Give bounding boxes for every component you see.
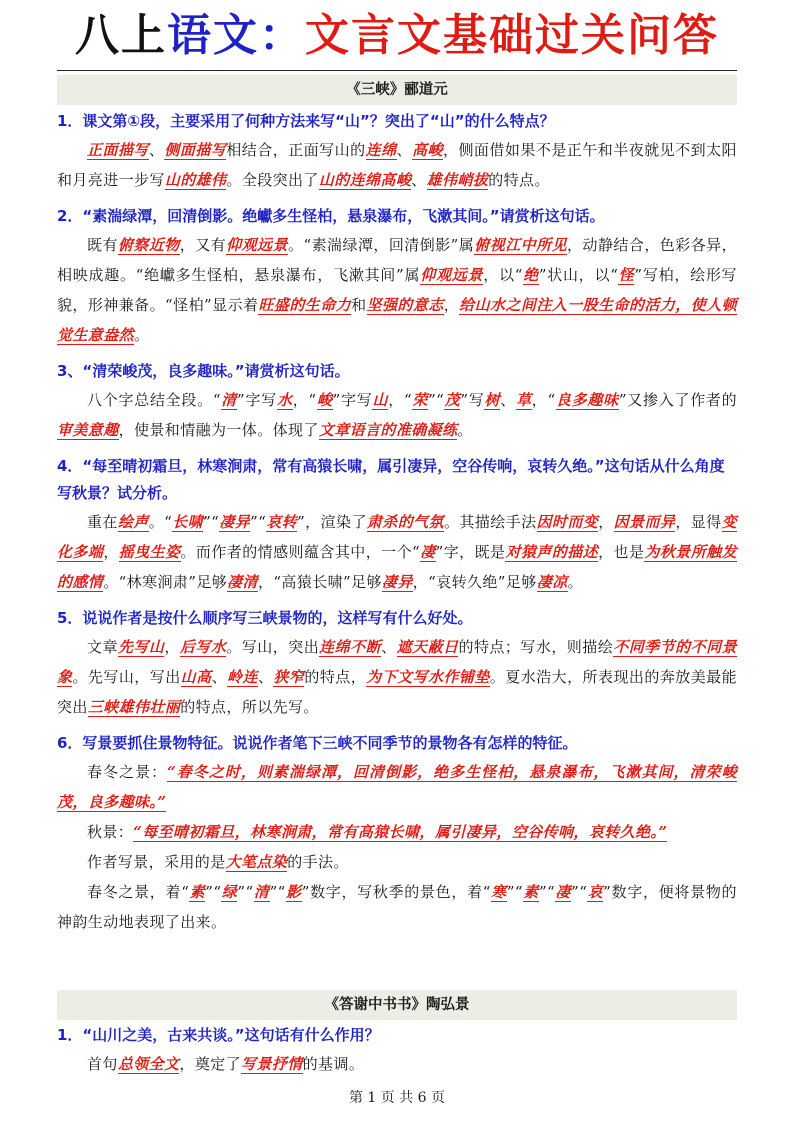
- answer-text: ，显得: [675, 513, 722, 531]
- key-point: 草: [515, 391, 532, 409]
- title-divider: [57, 70, 737, 71]
- answer-text: ”数字，便将景物的神韵生动地表现了出来。: [57, 883, 737, 931]
- answer-text: ，又有: [179, 236, 227, 254]
- answer-text: ”数字，写秋季的景色，着“: [301, 883, 491, 901]
- answer-text: ，“: [292, 391, 317, 409]
- answer-text: 的特点；写水，则描绘: [458, 638, 614, 656]
- section-bar-daxie: 《答谢中书书》陶弘景: [57, 990, 737, 1020]
- key-point: 坚强的意志: [366, 296, 444, 314]
- answer-text: ，以“: [483, 266, 523, 284]
- question-5: 5．说说作者是按什么顺序写三峡景物的，这样写有什么好处。: [57, 609, 473, 627]
- answer-text: 、: [500, 391, 516, 409]
- key-point: 狭窄: [273, 668, 305, 686]
- key-point: 树: [484, 391, 501, 409]
- key-point: “春冬之时，则素湍绿潭，回清倒影，绝多生怪柏，悬泉瀑布，飞漱其间，清荣峻茂，良多趣味。”: [57, 763, 737, 811]
- key-point: 先写山: [117, 638, 165, 656]
- key-point: 绿: [221, 883, 238, 901]
- key-point: 素: [522, 883, 539, 901]
- key-point: 后写水: [179, 638, 227, 656]
- answer-text: 。“: [148, 513, 173, 531]
- answer-text: ，“哀转久绝”足够: [412, 573, 537, 591]
- answer-text: ”“: [428, 391, 445, 409]
- key-point: 岭连: [227, 668, 258, 686]
- answer-text: ”“: [203, 513, 220, 531]
- document-title: [0, 8, 794, 64]
- key-point: 凄: [420, 543, 436, 561]
- answer-text: 。: [134, 326, 150, 344]
- key-point: 荣: [412, 391, 429, 409]
- answer-text: 的特点，所以先写。: [180, 698, 319, 716]
- answer-text: 。: [457, 421, 473, 439]
- answer-text: 重在: [87, 513, 118, 531]
- key-point: 素: [189, 883, 206, 901]
- key-point: 连绵: [365, 141, 397, 159]
- answer-text: 。全段突出了: [226, 171, 319, 189]
- answer-text: 。夏水浩大，所表现出的奔放美最能突出: [57, 668, 738, 716]
- title-black: 八上: [75, 10, 167, 61]
- answer-paragraph: [57, 385, 737, 445]
- question-2: 2．“素湍绿潭，回清倒影。绝巘多生怪柏，悬泉瀑布，飞漱其间。”请赏析这句话。: [57, 207, 605, 225]
- answer-text: 文章: [87, 638, 118, 656]
- answer-text: 首句: [87, 1055, 118, 1073]
- key-point: 山的雄伟: [164, 171, 227, 189]
- answer-text: ，使景和情融为一体。体现了: [118, 421, 319, 439]
- answer-text: 八个字总结全段。“: [87, 391, 221, 409]
- answer-text: 春冬之景，着“: [87, 883, 190, 901]
- answer-text: ，: [443, 296, 460, 314]
- answer-text: ”“: [538, 883, 556, 901]
- answer-text: ”“: [237, 883, 254, 901]
- answer-text: 。而作者的情感则蕴含其中，一个“: [180, 543, 421, 561]
- question-6: 6．写景要抓住景物特征。说说作者笔下三峡不同季节的景物各有怎样的特征。: [57, 734, 578, 752]
- answer-text: ”“: [506, 883, 523, 901]
- key-point: 影: [285, 883, 302, 901]
- question-1: 1．课文第①段，主要采用了何种方法来写“山”？突出了“山”的什么特点？: [57, 112, 555, 130]
- answer-text: ”“: [250, 513, 267, 531]
- answer-text: 、: [211, 668, 228, 686]
- key-point: 茂: [444, 391, 461, 409]
- answer-text: 、: [381, 638, 397, 656]
- key-point: 绘声: [117, 513, 149, 531]
- key-point: 山高: [180, 668, 212, 686]
- key-point: “每至晴初霜旦，林寒涧肃，常有高猿长啸，属引凄异，空谷传响，哀转久绝。”: [133, 823, 668, 841]
- answer-text: ，“高猿长啸”足够: [257, 573, 382, 591]
- answer-text: 。“素湍绿潭，回清倒影”属: [287, 236, 475, 254]
- key-point: 文章语言的准确凝练: [318, 421, 458, 439]
- key-point: 仰观远景: [226, 236, 288, 254]
- key-point: 山的连绵高峻: [318, 171, 412, 189]
- answer-text: ”“: [269, 883, 286, 901]
- key-point: 水: [276, 391, 293, 409]
- answer-text: ，侧面借如果不是正午和半夜就见不到太阳和月亮进一步写: [57, 141, 737, 189]
- key-point: 山: [372, 391, 389, 409]
- key-point: 正面描写: [87, 141, 149, 159]
- answer-text: ”“: [205, 883, 222, 901]
- qa-content: [57, 108, 737, 937]
- title-blue: 语文：: [167, 10, 305, 61]
- key-point: 凄清: [227, 573, 258, 591]
- key-point: 俯察近物: [117, 236, 180, 254]
- key-point: 哀转: [266, 513, 298, 531]
- key-point: 因景而异: [613, 513, 676, 531]
- key-point: 大笔点染: [225, 853, 288, 871]
- answer-text: 、: [257, 668, 274, 686]
- key-point: 绝: [522, 266, 539, 284]
- answer-paragraph: [57, 230, 737, 350]
- key-point: 长啸: [172, 513, 204, 531]
- answer-text: ”字写: [332, 391, 373, 409]
- answer-text: ，: [598, 513, 614, 531]
- answer-text: 作者写景，采用的是: [87, 853, 226, 871]
- key-point: 清: [253, 883, 270, 901]
- key-point: 凄: [555, 883, 572, 901]
- key-point: 连绵不断: [319, 638, 382, 656]
- answer-text: ，“: [388, 391, 413, 409]
- answer-text: 的手法。: [287, 853, 349, 871]
- answer-paragraph: [57, 847, 737, 877]
- answer-text: ”写: [460, 391, 485, 409]
- answer-text: ，“: [531, 391, 556, 409]
- key-point: 为秋景所触发的感情: [57, 543, 737, 591]
- answer-text: ”状山，以“: [538, 266, 619, 284]
- question-1: 1．“山川之美，古来共谈。”这句话有什么作用？: [57, 1026, 380, 1044]
- key-point: 给山水之间注入一股生命的活力，使人顿觉生意盎然: [57, 296, 737, 344]
- key-point: 侧面描写: [164, 141, 227, 159]
- answer-text: 。: [567, 573, 583, 591]
- key-point: 凄异: [219, 513, 251, 531]
- answer-text: 秋景：: [87, 823, 134, 841]
- key-point: 俯视江中所见: [474, 236, 568, 254]
- answer-text: ”写柏，绘形写貌，形神兼备。“怪柏”显示着: [57, 266, 737, 314]
- key-point: 哀: [587, 883, 604, 901]
- answer-paragraph: [57, 817, 737, 847]
- key-point: 寒: [490, 883, 507, 901]
- answer-text: 。写山，突出: [226, 638, 320, 656]
- qa-content-2: [57, 1022, 737, 1079]
- key-point: 遮天蔽日: [396, 638, 459, 656]
- question-3: 3、“清荣峻茂，良多趣味。”请赏析这句话。: [57, 362, 350, 380]
- answer-text: ”又掺入了作者的: [618, 391, 738, 409]
- answer-text: 相结合，正面写山的: [226, 141, 366, 159]
- key-point: 写景抒情: [241, 1055, 303, 1073]
- answer-text: ”字，既是: [435, 543, 506, 561]
- answer-text: 春冬之景：: [87, 763, 168, 781]
- key-point: 凄异: [381, 573, 413, 591]
- answer-text: 既有: [87, 236, 118, 254]
- answer-text: ，也是: [598, 543, 645, 561]
- answer-text: ，奠定了: [179, 1055, 242, 1073]
- answer-text: 的特点，: [304, 668, 367, 686]
- answer-paragraph: [57, 757, 737, 817]
- key-point: 仰观远景: [420, 266, 484, 284]
- answer-paragraph: [57, 632, 737, 722]
- key-point: 旺盛的生命力: [258, 296, 352, 314]
- key-point: 审美意趣: [57, 421, 119, 439]
- answer-paragraph: [57, 877, 737, 937]
- answer-text: ，动静结合，色彩各异，相映成趣。“绝巘多生怪柏，悬泉瀑布，飞漱其间”属: [57, 236, 738, 284]
- key-point: 变化多端: [57, 513, 737, 561]
- answer-text: 、: [396, 141, 413, 159]
- answer-text: 的基调。: [302, 1055, 365, 1073]
- key-point: 因时而变: [536, 513, 599, 531]
- answer-text: 和: [351, 296, 367, 314]
- question-4: 4．“每至晴初霜旦，林寒涧肃，常有高猿长啸，属引凄异，空谷传响，哀转久绝。”这句话从什么角度写秋景？试分析。: [57, 457, 725, 502]
- key-point: 峻: [316, 391, 333, 409]
- key-point: 对猿声的描述: [505, 543, 599, 561]
- key-point: 三峡雄伟壮丽: [87, 698, 181, 716]
- key-point: 不同季节的不同景象: [57, 638, 737, 686]
- key-point: 凄凉: [536, 573, 568, 591]
- key-point: 良多趣味: [555, 391, 619, 409]
- answer-text: 、: [411, 171, 427, 189]
- answer-text: 。其描绘手法: [443, 513, 537, 531]
- answer-paragraph: [57, 135, 737, 195]
- key-point: 高峻: [412, 141, 443, 159]
- key-point: 清: [220, 391, 238, 409]
- key-point: 摇曳生姿: [118, 543, 181, 561]
- key-point: 为下文写水作铺垫: [366, 668, 490, 686]
- section-bar-sanxia: 《三峡》郦道元: [57, 75, 737, 105]
- answer-text: 的特点。: [488, 171, 550, 189]
- answer-text: ”，渲染了: [297, 513, 367, 531]
- answer-text: ”字写: [237, 391, 277, 409]
- answer-text: ，: [164, 638, 180, 656]
- answer-text: 。先写山，写出: [72, 668, 181, 686]
- key-point: 总领全文: [117, 1055, 180, 1073]
- answer-text: ”“: [571, 883, 588, 901]
- page-footer: 第 1 页 共 6 页: [348, 1090, 446, 1106]
- title-red: 文言文基础过关问答: [305, 10, 719, 61]
- answer-paragraph: [57, 507, 737, 597]
- key-point: 肃杀的气氛: [366, 513, 444, 531]
- answer-text: ，: [103, 543, 119, 561]
- key-point: 怪: [618, 266, 635, 284]
- answer-text: 、: [148, 141, 165, 159]
- answer-paragraph: [57, 1049, 737, 1079]
- key-point: 雄伟峭拔: [426, 171, 489, 189]
- answer-text: 。“林寒涧肃”足够: [103, 573, 228, 591]
